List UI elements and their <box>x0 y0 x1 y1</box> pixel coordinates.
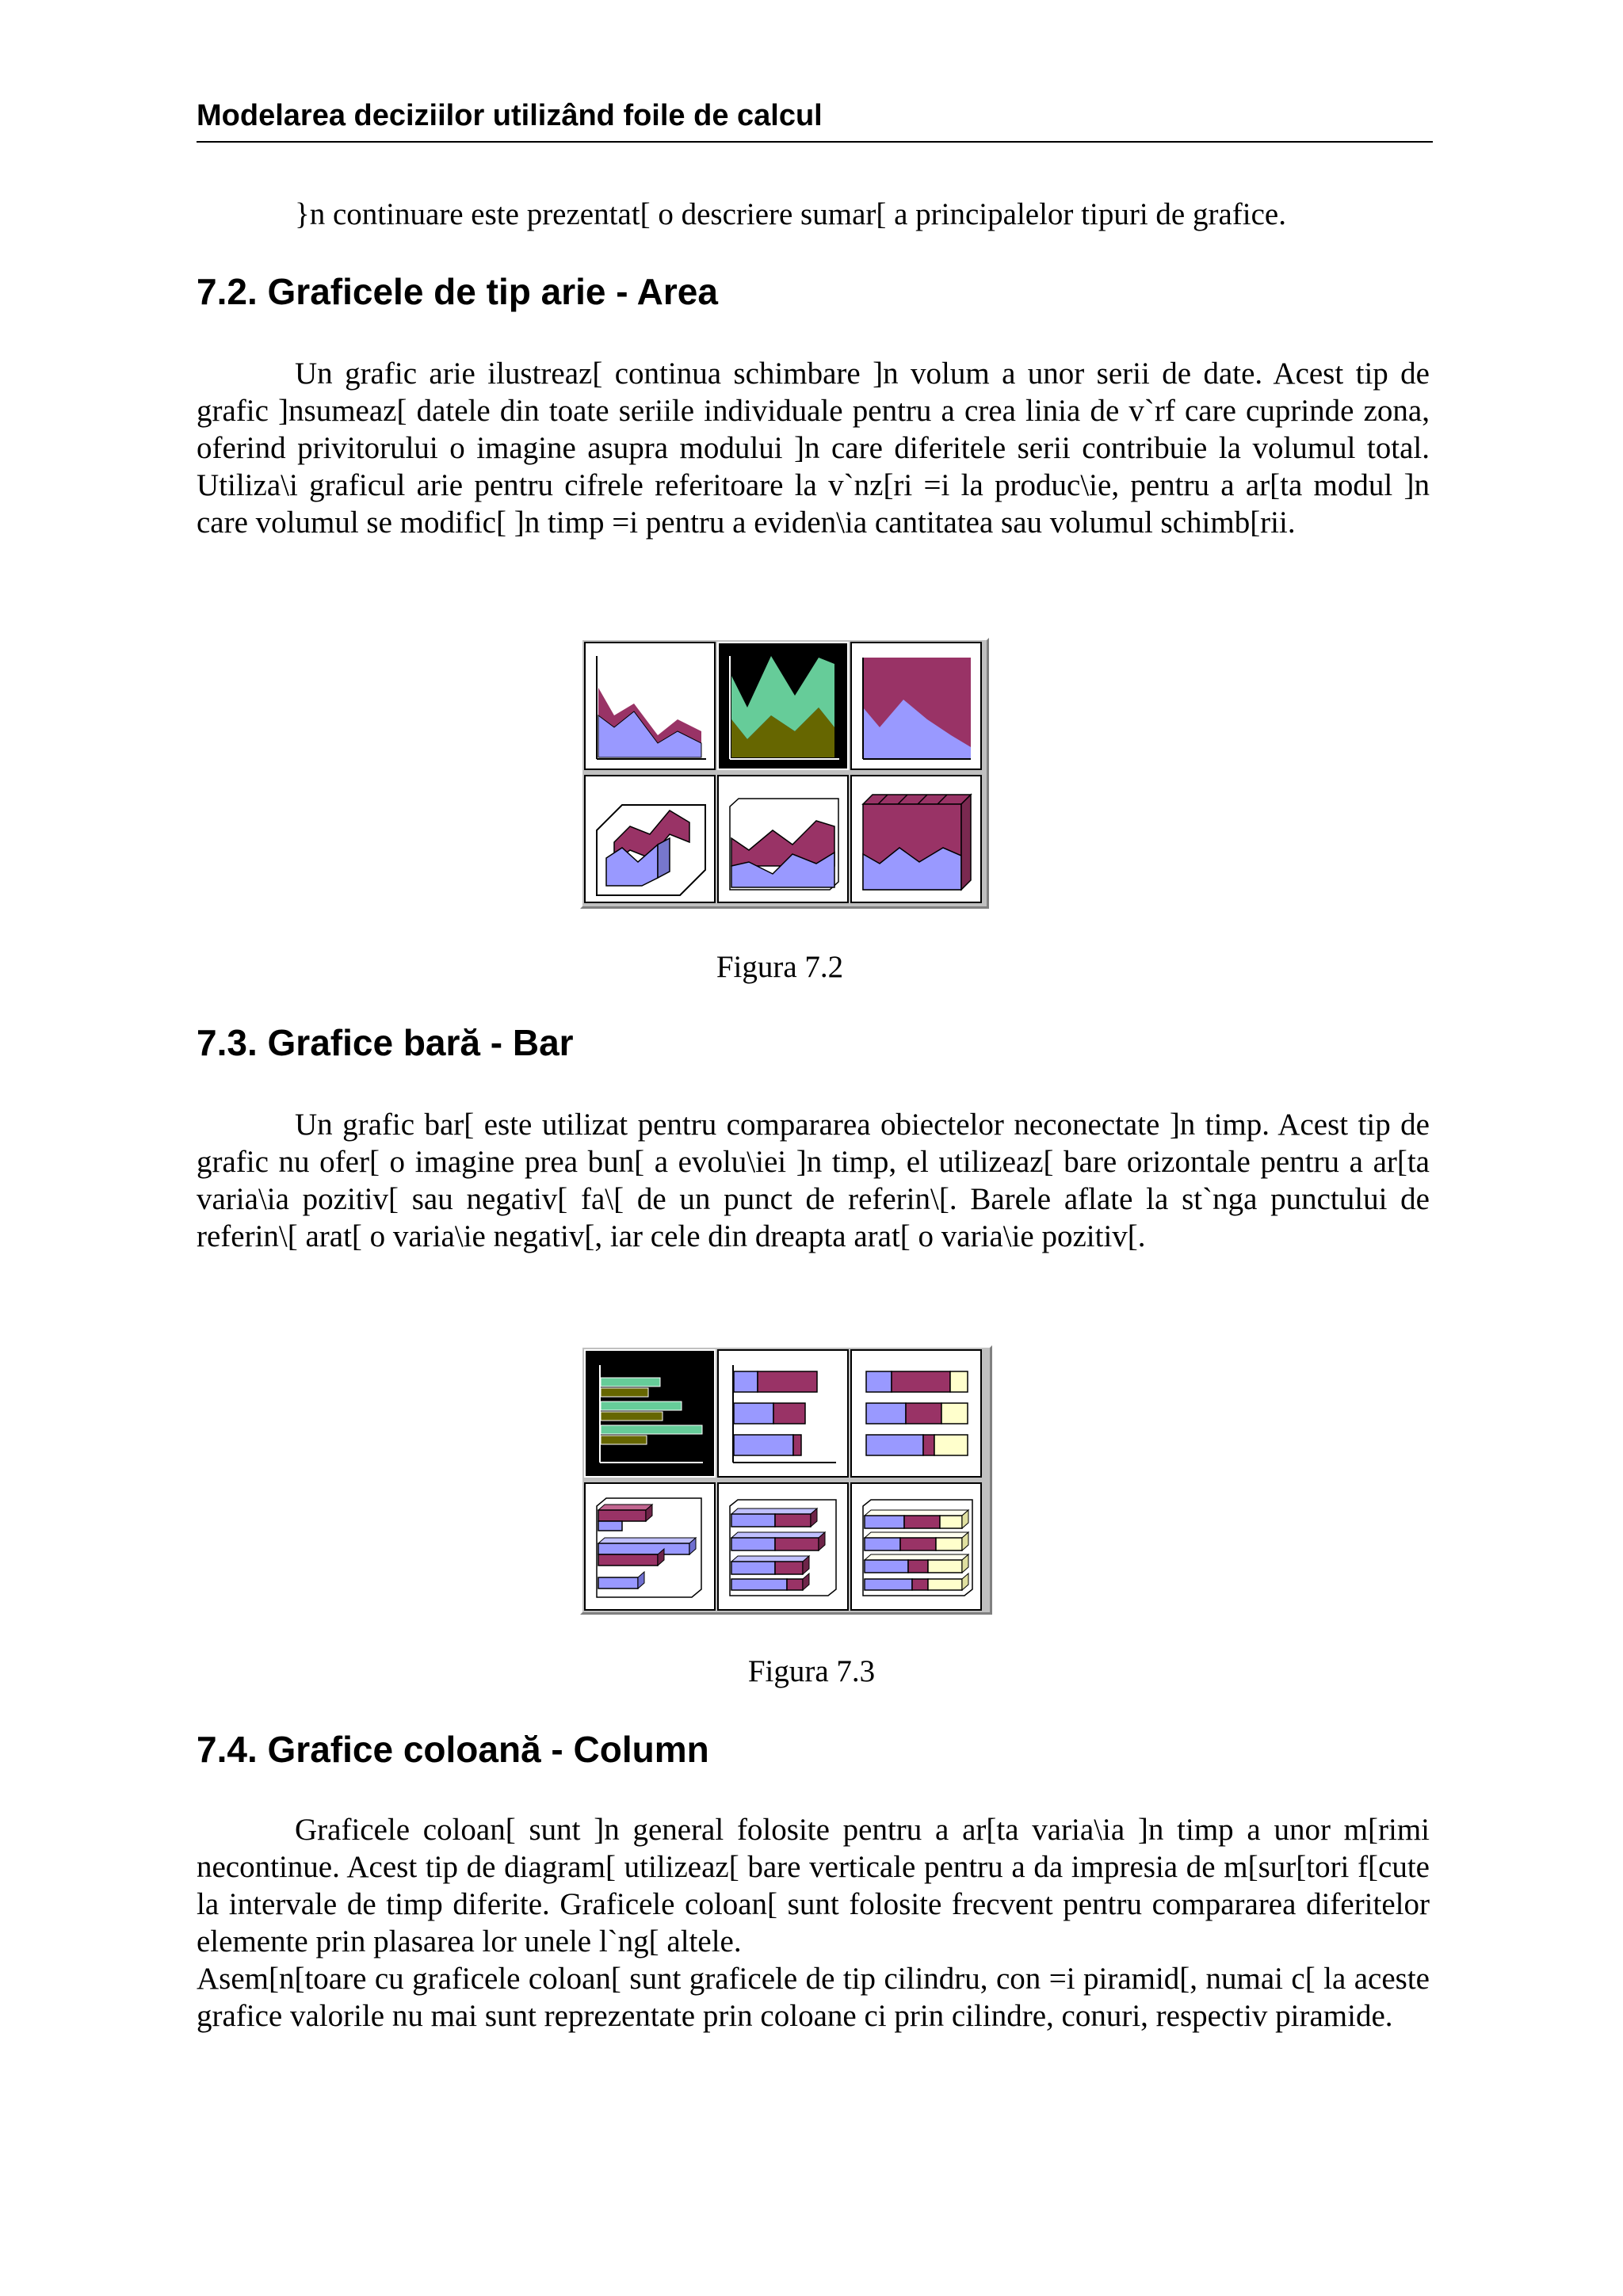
area-type-thumbnail-6 <box>851 776 981 902</box>
section-heading-bar: 7.3. Grafice bară - Bar <box>197 1022 574 1063</box>
bar-type-thumbnail-6 <box>851 1483 981 1610</box>
intro-paragraph <box>197 196 1430 233</box>
bar-type-thumbnail-1 <box>585 1350 715 1477</box>
area-paragraph-text: Un grafic arie ilustreaz[ continua schimbare ]n volum a unor serii de date. Acest tip de grafic ]nsumeaz[ datele din toate seriile individuale pentru a crea linia de v`rf care cuprinde zona, oferind privitorului o imagine asupra modului ]n care diferitele serii contribuie la volumul total. Utiliza\i graficul arie pentru cifrele referitoare la v`nz[ri =i la produc\ie, pentru a ar[ta modul ]n care volumul se modific[ ]n timp =i pentru a eviden\ia cantitatea sau volumul schimb[rii. <box>197 357 1430 540</box>
area-type-thumbnail-2 <box>718 643 848 769</box>
figure-7-3-caption: Figura 7.3 <box>747 1654 876 1688</box>
section-paragraph-area <box>197 355 1430 541</box>
intro-text: }n continuare este prezentat[ o descriere sumar[ a principalelor tipuri de grafice. <box>295 197 1286 231</box>
section-paragraph-bar <box>197 1106 1430 1255</box>
bar-paragraph-text: Un grafic bar[ este utilizat pentru compararea obiectelor neconectate ]n timp. Acest tip de grafic nu ofer[ o imagine prea bun[ a evolu\iei ]n timp, el utilizeaz[ bare orizontale pentru a ar[ta varia\ia pozitiv[ sau negativ[ fa\[ de un punct de referin\[. Barele aflate la st`nga punctului de referin\[ arat[ o varia\ie negativ[, iar cele din dreapta arat[ o varia\ie pozitiv[. <box>197 1108 1430 1253</box>
section-heading-area: 7.2. Graficele de tip arie - Area <box>197 271 718 312</box>
bar-type-thumbnail-5 <box>718 1483 848 1610</box>
section-paragraph-column <box>197 1811 1430 1960</box>
area-type-thumbnail-4 <box>585 776 715 902</box>
column-paragraph-2-text: Asem[n[toare cu graficele coloan[ sunt graficele de tip cilindru, con =i piramid[, numai c[ la aceste grafice valorile nu mai sunt reprezentate prin coloane ci prin cilindre, conuri, respectiv piramide. <box>197 1962 1430 2033</box>
area-type-thumbnail-1 <box>585 643 715 769</box>
figure-area-chart-types <box>580 638 989 909</box>
figure-7-2-caption: Figura 7.2 <box>716 950 844 984</box>
area-type-thumbnail-5 <box>718 776 848 902</box>
figure-bar-chart-types <box>580 1345 992 1615</box>
column-paragraph-text: Graficele coloan[ sunt ]n general folosite pentru a ar[ta varia\ia ]n timp a unor m[rimi necontinue. Acest tip de diagram[ utilizeaz[ bare verticale pentru a da impresia de m[sur[tori f[cute la intervale de timp diferite. Graficele coloan[ sunt folosite frecvent pentru compararea diferitelor elemente prin plasarea lor unele l`ng[ altele. <box>197 1813 1430 1958</box>
area-type-thumbnail-3 <box>851 643 981 769</box>
bar-type-thumbnail-2 <box>718 1350 848 1477</box>
section-paragraph-column-2 <box>197 1960 1430 2035</box>
bar-type-thumbnail-3 <box>851 1350 981 1477</box>
running-header: Modelarea deciziilor utilizând foile de calcul <box>197 97 1433 143</box>
bar-type-thumbnail-4 <box>585 1483 715 1610</box>
section-heading-column: 7.4. Grafice coloană - Column <box>197 1729 709 1770</box>
